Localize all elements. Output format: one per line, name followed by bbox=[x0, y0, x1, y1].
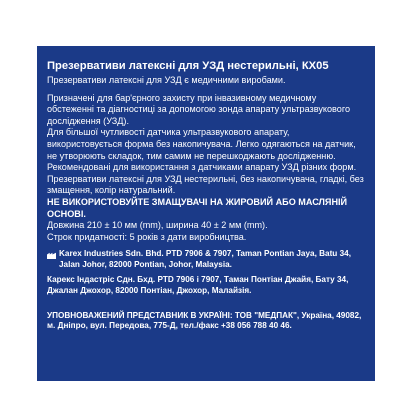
manufacturer-en: Karex Industries Sdn. Bhd. PTD 7906 & 7907, Taman Pontian Jaya, Batu 34, Jalan Johor, 82000 Pontian, Johor, Malaysia. bbox=[59, 249, 351, 270]
paragraph-purpose: Призначені для бар'єрного захисту при інвазивному медичному обстеженні та діагностиці за допомогою зонда апарату ультразвукового дослідження (УЗД). bbox=[47, 92, 351, 126]
importer-text: УПОВНОВАЖЕНИЙ ПРЕДСТАВНИК В УКРАЇНІ: ТОВ "МЕДПАК", Україна, 49082, м. Дніпро, вул. Передова, 775-Д, тел./факс +38 056 788 40 46. bbox=[47, 310, 362, 331]
shelf-life-text: Строк придатності: 5 років з дати виробництва. bbox=[47, 231, 247, 242]
manufacturer-block bbox=[47, 249, 365, 271]
paragraph-description: Презервативи латексні для УЗД нестерильні, без накопичувача, гладкі, без змащення, колір натуральний. bbox=[47, 173, 364, 196]
product-title: Презервативи латексні для УЗД нестерильні, КХ05 bbox=[47, 60, 329, 72]
warning-text: НЕ ВИКОРИСТОВУЙТЕ ЗМАЩУВАЧІ НА ЖИРОВИЙ АБО МАСЛЯНІЙ ОСНОВІ. bbox=[47, 196, 348, 219]
manufacturer-ua: Карекс Індастріс Сдн. Бхд. PTD 7906 і 7907, Таман Понтіан Джайя, Бату 34, Джалан Джохор, 82000 Понтіан, Джохор, Малайзія. bbox=[47, 274, 349, 295]
paragraph-medical: Презервативи латексні для УЗД є медичними виробами. bbox=[47, 75, 286, 85]
paragraph-recommended: Рекомендовані для використання з датчиками апарату УЗД різних форм. bbox=[47, 162, 357, 173]
label-panel bbox=[37, 46, 375, 381]
paragraph-sensitivity: Для більшої чутливості датчика ультразвукового апарату, використовується форма без накопичувача. Легко одягаються на датчик, не утворюють складок, тим самим не перешкоджають дослідженню. bbox=[47, 127, 356, 161]
factory-icon bbox=[47, 250, 56, 259]
dimensions-text: Довжина 210 ± 10 мм (mm), ширина 40 ± 2 мм (mm). bbox=[47, 220, 268, 231]
